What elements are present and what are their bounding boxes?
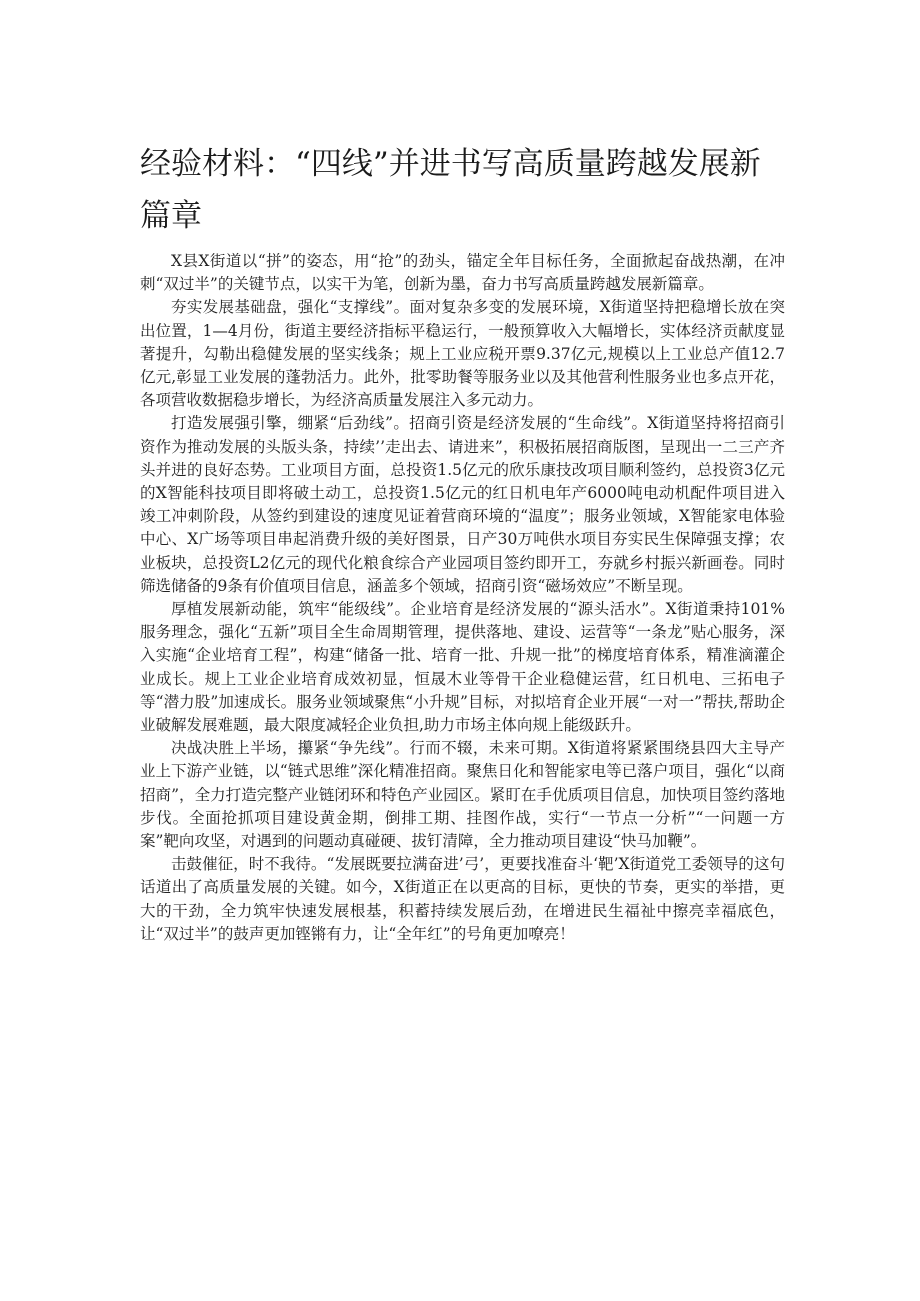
paragraph-energy-line: 厚植发展新动能，筑牢“能级线”。企业培育是经济发展的“源头活水”。X街道秉持101%服务理念，强化“五新”项目全生命周期管理，提供落地、建设、运营等“一条龙”贴心服务，深入实施“企业培育工程”，构建“储备一批、培育一批、升规一批”的梯度培育体系，精准滴灌企业成长。规上工业企业培育成效初显，恒晟木业等骨干企业稳健运营，红日机电、三拓电子等“潜力股”加速成长。服务业领域聚焦“小升规”目标，对拟培育企业开展“一对一”帮扶,帮助企业破解发展难题，最大限度减轻企业负担,助力市场主体向规上能级跃升。 xyxy=(140,600,785,735)
paragraph-momentum-line: 打造发展强引擎，绷紧“后劲线”。招商引资是经济发展的“生命线”。X街道坚持将招商引资作为推动发展的头版头条，持续’’走出去、请进来”，积极拓展招商版图，呈现出一二三产齐头并进的良好态势。工业项目方面，总投资1.5亿元的欣乐康技改项目顺利签约，总投资3亿元的X智能科技项目即将破土动工，总投资1.5亿元的红日机电年产6000吨电动机配件项目进入竣工冲刺阶段，从签约到建设的速度见证着营商环境的“温度”；服务业领域，X智能家电体验中心、X广场等项目串起消费升级的美好图景，日产30万吨供水项目夯实民生保障强支撑；农业板块，总投资L2亿元的现代化粮食综合产业园项目签约即开工，夯就乡村振兴新画卷。同时筛选储备的9条有价值项目信息，涵盖多个领域，招商引资“磁场效应”不断呈现。 xyxy=(140,414,785,595)
document-body xyxy=(140,250,785,946)
paragraph-intro: X县X街道以“拼”的姿态，用“抢”的劲头，锚定全年目标任务，全面掀起奋战热潮，在冲刺“双过半”的关键节点，以实干为笔，创新为墨，奋力书写高质量跨越发展新篇章。 xyxy=(140,252,785,294)
paragraph-compete-line: 决战决胜上半场，攥紧“争先线”。行而不辍，未来可期。X街道将紧紧围绕县四大主导产业上下游产业链，以“链式思维”深化精准招商。聚焦日化和智能家电等已落户项目，强化“以商招商”，全力打造完整产业链闭环和特色产业园区。紧盯在手优质项目信息，加快项目签约落地步伐。全面抢抓项目建设黄金期，倒排工期、挂图作战，实行“一节点一分析”“一问题一方案”靶向攻坚，对遇到的问题动真碰硬、拔钉清障，全力推动项目建设“快马加鞭”。 xyxy=(140,739,785,851)
paragraph-conclusion: 击鼓催征，时不我待。“发展既要拉满奋进’弓’，更要找准奋斗‘靶’X街道党工委领导的这句话道出了高质量发展的关键。如今，X街道正在以更高的目标，更快的节奏，更实的举措，更大的干劲，全力筑牢快速发展根基，积蓄持续发展后劲，在增进民生福祉中擦亮幸福底色，让“双过半”的鼓声更加铿锵有力，让“全年红”的号角更加嘹亮！ xyxy=(140,855,785,943)
paragraph-support-line: 夯实发展基础盘，强化“支撑线”。面对复杂多变的发展环境，X街道坚持把稳增长放在突出位置，1—4月份，街道主要经济指标平稳运行，一般预算收入大幅增长，实体经济贡献度显著提升，勾勒出稳健发展的坚实线条；规上工业应税开票9.37亿元,规模以上工业总产值12.7亿元,彰显工业发展的蓬勃活力。此外，批零助餐等服务业以及其他营利性服务业也多点开花，各项营收数据稳步增长，为经济高质量发展注入多元动力。 xyxy=(140,298,785,410)
document-title: 经验材料：“四线”并进书写高质量跨越发展新篇章 xyxy=(140,146,761,234)
